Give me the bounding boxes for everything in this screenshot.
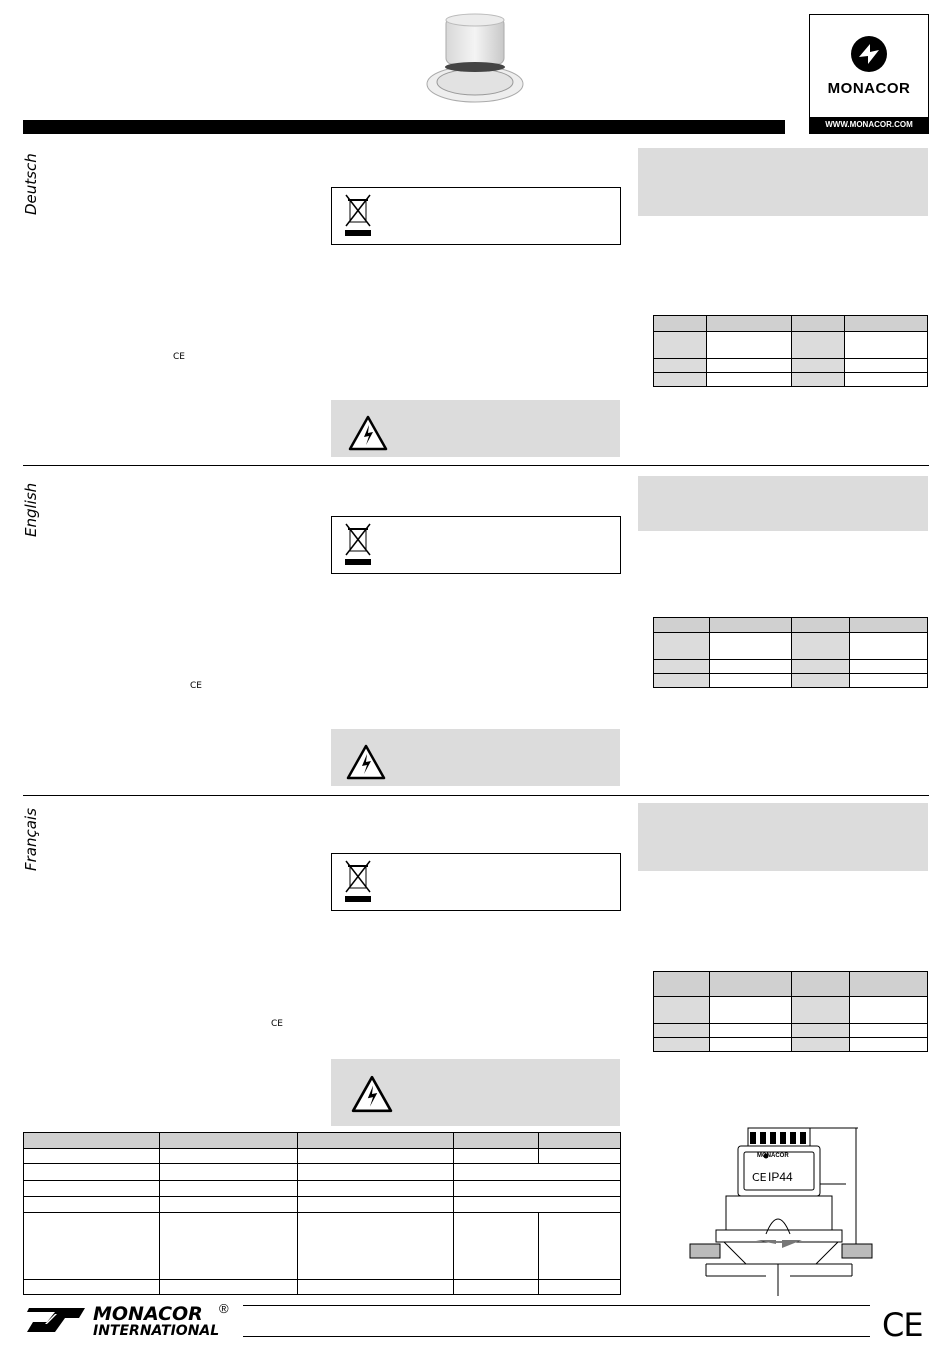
weee-bin-icon: [343, 858, 373, 909]
safety-warning-box: [331, 400, 620, 457]
weee-bin-icon: [343, 521, 373, 572]
safety-warning-box: [331, 1059, 620, 1126]
registered-mark: ®: [219, 1301, 229, 1316]
footer-ce-mark: CE: [882, 1306, 923, 1344]
header-bar: [23, 120, 785, 134]
footer-rule: [243, 1305, 870, 1306]
specifications-table: [23, 1132, 621, 1295]
ce-mark-fr: CE: [271, 1019, 283, 1029]
language-label-de: Deutsch: [22, 153, 40, 215]
high-voltage-warning-icon: [348, 415, 388, 456]
footer-brand-name: MONACOR: [93, 1303, 203, 1325]
installation-diagram: [686, 1126, 876, 1296]
info-panel: [638, 803, 928, 871]
ip-rating-label: IP44: [768, 1170, 793, 1184]
language-label-fr: Français: [22, 808, 40, 871]
brand-name: MONACOR: [827, 80, 911, 97]
connection-table: [653, 971, 928, 1052]
disposal-notice-box: [331, 187, 621, 245]
info-panel: [638, 148, 928, 216]
footer-brand-sub: INTERNATIONAL: [93, 1323, 220, 1339]
website-url: WWW.MONACOR.COM: [810, 117, 928, 133]
disposal-notice-box: [331, 516, 621, 574]
ce-mark-de: CE: [173, 352, 185, 362]
monacor-logo-icon: [850, 35, 888, 73]
footer-rule: [243, 1336, 870, 1337]
section-divider: [23, 465, 929, 466]
ce-mark-en: CE: [190, 681, 202, 691]
brand-logo-box: [809, 14, 929, 134]
safety-warning-box: [331, 729, 620, 786]
section-divider: [23, 795, 929, 796]
connection-table: [653, 315, 928, 387]
device-ce-label: CE: [752, 1171, 767, 1184]
disposal-notice-box: [331, 853, 621, 911]
device-brand-label: MONACOR: [757, 1153, 789, 1159]
info-panel: [638, 476, 928, 531]
connection-table: [653, 617, 928, 688]
footer-logo: [23, 1303, 248, 1343]
high-voltage-warning-icon: [351, 1075, 393, 1118]
weee-bin-icon: [343, 192, 373, 243]
high-voltage-warning-icon: [346, 744, 386, 785]
language-label-en: English: [22, 482, 40, 537]
ceiling-speaker-photo: [424, 12, 526, 106]
monacor-logo-icon: [25, 1306, 87, 1339]
